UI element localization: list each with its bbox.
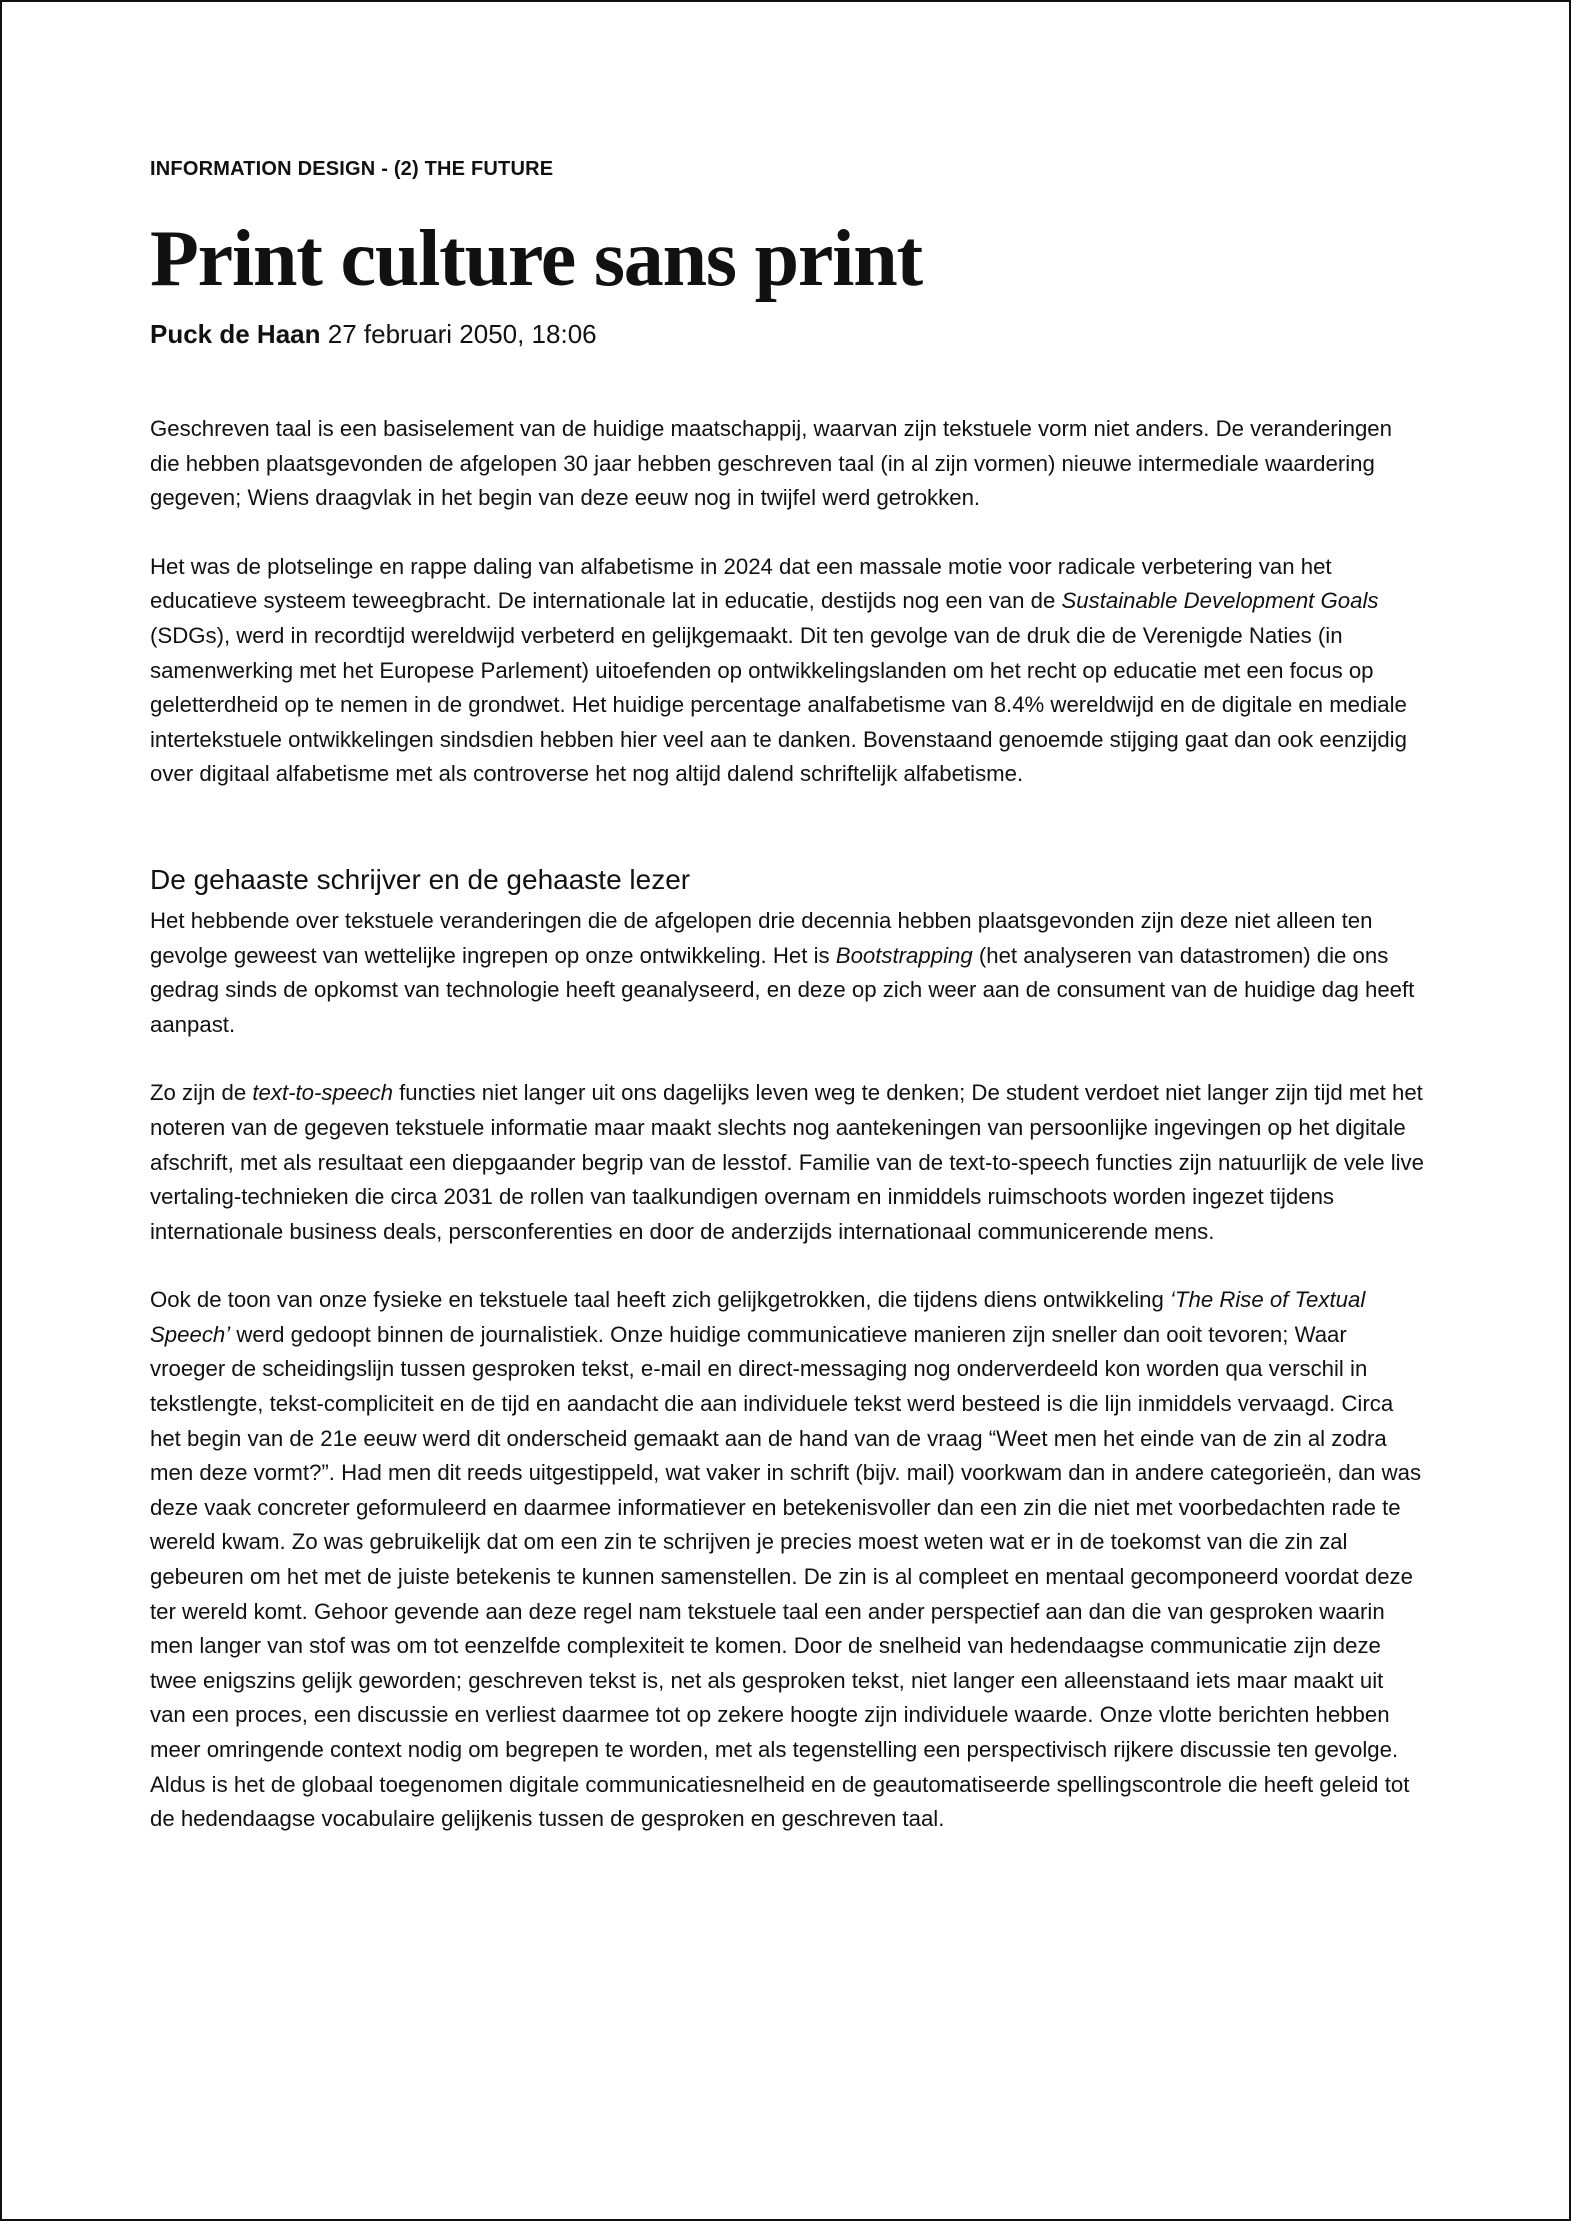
paragraph-2-text-b: (SDGs), werd in recordtijd wereldwijd verbeterd en gelijkgemaakt. Dit ten gevolge van de druk die de Verenigde Naties (in samenwerking met het Europese Parlement) uitoefenden op ontwikkelingslanden om het recht op educatie met een focus op geletterdheid op te nemen in de grondwet. Het huidige percentage analfabetisme van 8.4% wereldwijd en de digitale en mediale intertekstuele ontwikkelingen sindsdien hebben hier veel aan te danken. Bovenstaand genoemde stijging gaat dan ook eenzijdig over digitaal alfabetisme met als controverse het nog altijd dalend schriftelijk alfabetisme. [150, 622, 1407, 787]
paragraph-2 [150, 550, 1425, 792]
paragraph-5-text-b: werd gedoopt binnen de journalistiek. Onze huidige communicatieve manieren zijn sneller dan ooit tevoren; Waar vroeger de scheidingslijn tussen gesproken tekst, e-mail en direct-messaging nog onderverdeeld kon worden qua verschil in tekstlengte, tekst-compliciteit en de tijd en aandacht die aan individuele tekst werd besteed is die lijn inmiddels vervaagd. Circa het begin van de 21e eeuw werd dit onderscheid gemaakt aan de hand van de vraag “Weet men het einde van de zin al zodra men deze vormt?”. Had men dit reeds uitgestippeld, wat vaker in schrift (bijv. mail) voorkwam dan in andere categorieën, dan was deze vaak concreter geformuleerd en daarmee informatiever en betekenisvoller dan een zin die niet met voorbedachten rade te wereld kwam. Zo was gebruikelijk dat om een zin te schrijven je precies moest weten wat er in de toekomst van die zin zal gebeuren om het met de juiste betekenis te kunnen samenstellen. De zin is al compleet en mentaal gecomponeerd voordat deze ter wereld komt. Gehoor gevende aan deze regel nam tekstuele taal een ander perspectief aan dan die van gesproken waarin men langer van stof was om tot eenzelfde complexiteit te komen. Door de snelheid van hedendaagse communicatie zijn deze twee enigszins gelijk geworden; geschreven tekst is, net als gesproken tekst, niet langer een alleenstaand iets maar maakt uit van een proces, een discussie en verliest daarmee tot op zekere hoogte zijn individuele waarde. Onze vlotte berichten hebben meer omringende context nodig om begrepen te worden, met als tegenstelling een perspectivisch rijkere discussie ten gevolge. Aldus is het de globaal toegenomen digitale communicatiesnelheid en de geautomatiseerde spellingscontrole die heeft geleid tot de hedendaagse vocabulaire gelijkenis tussen de gesproken en geschreven taal. [150, 1321, 1422, 1832]
paragraph-2-emphasis: Sustainable Development Goals [1061, 588, 1379, 614]
paragraph-3-text-b: (het analyseren van datastromen) die ons gedrag sinds de opkomst van technologie heeft geanalyseerd, en deze op zich weer aan de consument van de huidige dag heeft aanpast. [150, 942, 1415, 1037]
article-title: Print culture sans print [150, 215, 922, 303]
paragraph-5 [150, 1283, 1425, 1837]
byline [150, 316, 1425, 352]
paragraph-3 [150, 904, 1425, 1042]
paragraph-3-emphasis: Bootstrapping [835, 942, 973, 968]
section-heading: De gehaaste schrijver en de gehaaste lezer [150, 863, 691, 895]
publish-date: 27 februari 2050, 18:06 [327, 319, 597, 349]
paragraph-4-text-b: functies niet langer uit ons dagelijks leven weg te denken; De student verdoet niet langer zijn tijd met het noteren van de gegeven tekstuele informatie maar maakt slechts nog aantekeningen van persoonlijke ingevingen op het digitale afschrift, met als resultaat een diepgaander begrip van de lesstof. Familie van de text-to-speech functies zijn natuurlijk de vele live vertaling-technieken die circa 2031 de rollen van taalkundigen overnam en inmiddels ruimschoots worden ingezet tijdens internationale business deals, persconferenties en door de anderzijds internationaal communicerende mens. [150, 1080, 1424, 1244]
article-kicker: INFORMATION DESIGN - (2) THE FUTURE [150, 158, 554, 180]
paragraph-4 [150, 1076, 1425, 1249]
paragraph-2-text-a: Het was de plotselinge en rappe daling van alfabetisme in 2024 dat een massale motie voor radicale verbetering van het educatieve systeem teweegbracht. De internationale lat in educatie, destijds nog een van de [150, 553, 1332, 614]
author-name: Puck de Haan [150, 319, 321, 349]
paragraph-1: Geschreven taal is een basiselement van de huidige maatschappij, waarvan zijn tekstuele vorm niet anders. De veranderingen die hebben plaatsgevonden de afgelopen 30 jaar hebben geschreven taal (in al zijn vormen) nieuwe intermediale waardering gegeven; Wiens draagvlak in het begin van deze eeuw nog in twijfel werd getrokken. [150, 416, 1392, 511]
article [150, 154, 1425, 1837]
paragraph-4-emphasis: text-to-speech [252, 1080, 393, 1106]
paragraph-5-emphasis: ‘The Rise of Textual Speech’ [150, 1287, 1366, 1347]
paragraph-3-text-a: Het hebbende over tekstuele veranderingen die de afgelopen drie decennia hebben plaatsgevonden zijn deze niet alleen ten gevolge geweest van wettelijke ingrepen op onze ontwikkeling. Het is [150, 907, 1373, 968]
paragraph-4-text-a: Zo zijn de [150, 1080, 253, 1106]
paragraph-5-text-a: Ook de toon van onze fysieke en tekstuele taal heeft zich gelijkgetrokken, die tijdens diens ontwikkeling [150, 1287, 1170, 1313]
